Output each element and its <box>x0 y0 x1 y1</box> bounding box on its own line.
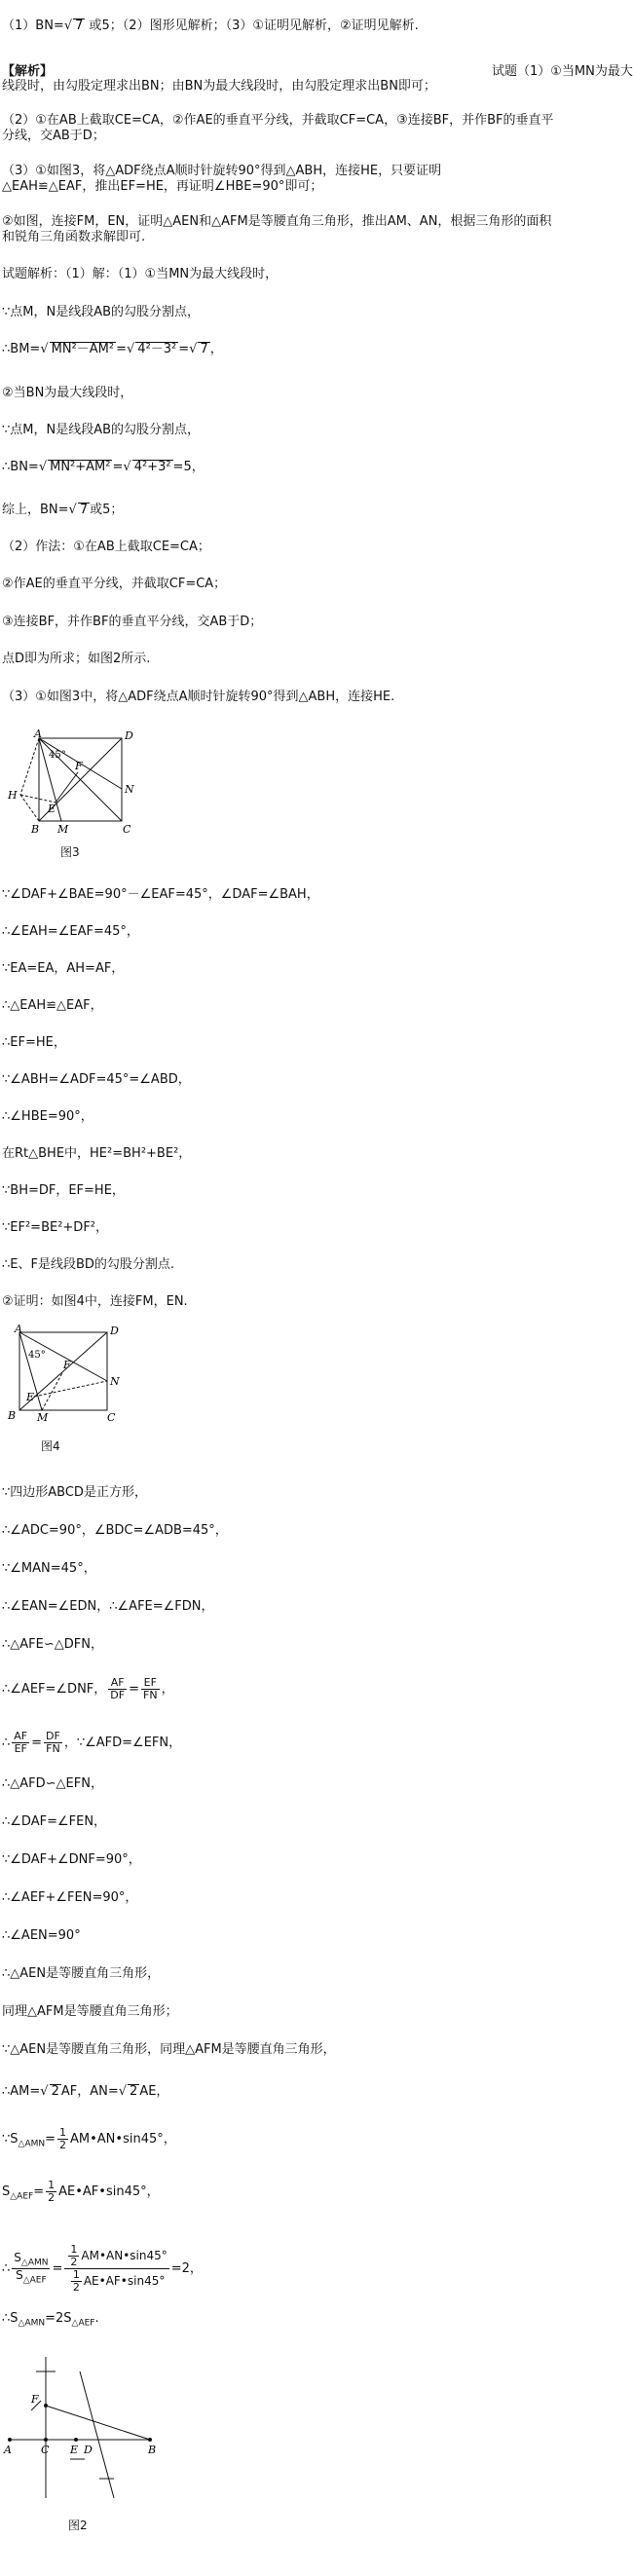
label-e: E <box>70 2444 79 2456</box>
solution-line-3: ∴BM=√ MN²－AM² =√ 4²－3² =√ 7 ， <box>2 342 223 356</box>
label-d: D <box>110 1325 119 1337</box>
analysis-line-1: 线段时，由勾股定理求出BN；由BN为最大线段时，由勾股定理求出BN即可； <box>2 79 436 93</box>
proof1-line-8: 在Rt△BHE中，HE²=BH²+BE²， <box>2 1146 192 1161</box>
figure-2 <box>2 2352 168 2508</box>
solution-line-7: 综上，BN=√ 7 或5； <box>2 503 124 517</box>
label-d: D <box>125 729 133 742</box>
sqrt-expr: 7 <box>79 503 89 517</box>
label-e: E <box>26 1391 35 1403</box>
proof1-line-4: ∴△EAH≌△EAF， <box>2 998 103 1013</box>
point-b <box>148 2438 152 2442</box>
proof1-line-12: ②证明：如图4中，连接FM，EN. <box>2 1294 188 1309</box>
sqrt-expr: MN²－AM² <box>51 342 115 356</box>
segment-en <box>34 1381 107 1397</box>
proof2-line-8: ∴△AFD∽△EFN， <box>2 1776 103 1791</box>
proof2-line-2: ∴∠ADC=90°，∠BDC=∠ADB=45°， <box>2 1523 228 1538</box>
solution-line-12: （3）①如图3中，将△ADF绕点A顺时针旋转90°得到△ABH，连接HE. <box>2 690 395 704</box>
solution-line-5: ∵点M，N是线段AB的勾股分割点， <box>2 423 201 437</box>
label-f: F <box>31 2393 39 2406</box>
label-a: A <box>4 2444 12 2456</box>
analysis-right-note: 试题（1）①当MN为最大 <box>492 64 633 79</box>
proof2-line-12: ∴∠AEN=90° <box>2 1928 81 1943</box>
fraction: $\frac{AF}{DF}$ <box>110 1676 126 1701</box>
figure-4 <box>5 1325 122 1422</box>
fraction: $\frac{1}{2}$ <box>59 2126 67 2151</box>
segment-fb <box>46 2406 150 2440</box>
solution-line-9: ②作AE的垂直平分线，并截取CF=CA； <box>2 577 227 591</box>
label-angle: 45° <box>49 750 66 761</box>
proof2-line-14: 同理△AFM是等腰直角三角形； <box>2 2004 178 2019</box>
point-c <box>44 2438 48 2442</box>
label-c: C <box>123 823 131 836</box>
proof2-line-7: ∴ $\frac{AF}{EF}$ = $\frac{DF}{FN}$ ，∵∠AFD=∠EFN， <box>2 1730 182 1755</box>
label-a: A <box>15 1323 22 1335</box>
label-c: C <box>107 1411 116 1424</box>
proof2-line-1: ∵四边形ABCD是正方形， <box>2 1485 147 1500</box>
solution-line-11: 点D即为所求；如图2所示. <box>2 652 151 666</box>
solution-line-2: ∵点M，N是线段AB的勾股分割点， <box>2 305 201 319</box>
proof1-line-9: ∵BH=DF，EF=HE， <box>2 1183 125 1198</box>
fraction: $\frac{AF}{EF}$ <box>14 1730 28 1755</box>
fraction: $\frac{EF}{FN}$ <box>143 1676 158 1701</box>
solution-line-8: （2）作法：①在AB上截取CE=CA； <box>2 540 210 554</box>
label-f: F <box>63 1359 71 1371</box>
proof1-line-2: ∴∠EAH=∠EAF=45°， <box>2 924 139 939</box>
solution-line-1: 试题解析：（1）解：（1）①当MN为最大线段时， <box>2 267 279 281</box>
segment-ef <box>56 772 78 803</box>
proof2-line-11: ∴∠AEF+∠FEN=90°， <box>2 1890 138 1905</box>
answer-line: （1）BN=√ 7 或5；（2）图形见解析；（3）①证明见解析，②证明见解析. <box>2 19 419 33</box>
fraction: $\frac{1}{2}$ <box>48 2179 56 2204</box>
proof1-line-6: ∵∠ABH=∠ADF=45°=∠ABD， <box>2 1072 191 1087</box>
proof2-line-18: $S_{\triangle AEF}=$ $\frac{1}{2}$ AE•AF•sin45°， <box>2 2179 160 2204</box>
label-a: A <box>34 728 42 740</box>
label-c: C <box>41 2444 50 2456</box>
sqrt-expr: 4²+3² <box>133 460 171 474</box>
proof2-line-9: ∴∠DAF=∠FEN， <box>2 1814 107 1829</box>
figure-3-caption: 图3 <box>60 845 80 859</box>
segment-ah <box>20 738 39 795</box>
proof2-line-10: ∵∠DAF+∠DNF=90°， <box>2 1852 141 1867</box>
analysis-line-7: 和锐角三角函数求解即可. <box>2 230 146 244</box>
analysis-line-4: （3）①如图3，将△ADF绕点A顺时针旋转90°得到△ABH，连接HE，只要证明 <box>2 164 442 178</box>
proof2-line-3: ∵∠MAN=45°， <box>2 1561 96 1576</box>
label-f: F <box>75 760 83 772</box>
figure-4-caption: 图4 <box>41 1439 60 1453</box>
proof2-line-19: ∴ $\frac{S_{\triangle AMN}}{S_{\triangle AEF}}$ = $\frac{1}{2}$ AM•AN•sin45° $\frac{1}{2}$ AE•AF•sin45° =2， <box>2 2243 203 2294</box>
proof1-line-7: ∴∠HBE=90°， <box>2 1109 93 1124</box>
analysis-line-6: ②如图，连接FM，EN，证明△AEN和△AFM是等腰直角三角形，推出AM、AN，根据三角形的面积 <box>2 214 552 229</box>
label-n: N <box>125 783 134 796</box>
solution-line-4: ②当BN为最大线段时， <box>2 386 133 400</box>
label-m: M <box>37 1411 49 1424</box>
proof2-line-20: $\therefore S_{\triangle AMN}=2S_{\triangle AEF}$. <box>2 2311 99 2329</box>
construction-arcs <box>31 2371 114 2479</box>
proof2-line-15: ∵△AEN是等腰直角三角形，同理△AFM是等腰直角三角形， <box>2 2042 336 2057</box>
segment-he <box>20 795 56 803</box>
label-e: E <box>48 803 56 815</box>
analysis-line-5: △EAH≌△EAF，推出EF=HE，再证明∠HBE=90°即可； <box>2 179 323 194</box>
proof1-line-5: ∴EF=HE， <box>2 1035 66 1050</box>
sqrt-expr: MN²+AM² <box>50 460 111 474</box>
answer-root: 7 <box>75 19 84 33</box>
solution-line-6: ∴BN=√ MN²+AM² =√ 4²+3² =5， <box>2 460 205 474</box>
proof2-line-5: ∴△AFE∽△DFN， <box>2 1637 103 1652</box>
sqrt-expr: 7 <box>200 342 208 356</box>
answer-part1: （1）BN= <box>2 19 64 33</box>
label-b: B <box>31 823 40 836</box>
proof1-line-1: ∵∠DAF+∠BAE=90°－∠EAF=45°，∠DAF=∠BAH， <box>2 887 319 902</box>
proof2-line-13: ∴△AEN是等腰直角三角形， <box>2 1966 161 1981</box>
analysis-line-2: （2）①在AB上截取CE=CA，②作AE的垂直平分线，并截取CF=CA，③连接BF，并作BF的垂直平 <box>2 113 554 128</box>
point-a <box>8 2438 12 2442</box>
label-d: D <box>84 2444 93 2456</box>
proof1-line-3: ∵EA=EA，AH=AF， <box>2 961 125 976</box>
proof2-line-17: $\because S_{\triangle AMN}=$ $\frac{1}{2}$ AM•AN•sin45°， <box>2 2126 176 2151</box>
analysis-title: 【解析】 <box>2 64 54 79</box>
label-b: B <box>8 1409 17 1422</box>
proof1-line-10: ∵EF²=BE²+DF²， <box>2 1220 109 1235</box>
fraction: $\frac{S_{\triangle AMN}}{S_{\triangle AEF}}$ <box>14 2250 49 2286</box>
label-h: H <box>8 789 18 802</box>
fraction: $\frac{DF}{FN}$ <box>46 1730 60 1755</box>
proof2-line-16: ∴AM=√ 2 AF，AN=√ 2 AE， <box>2 2084 169 2099</box>
figure-3 <box>5 728 141 836</box>
label-n: N <box>110 1375 120 1388</box>
point-e <box>74 2438 78 2442</box>
answer-rest: 或5；（2）图形见解析；（3）①证明见解析，②证明见解析. <box>85 19 419 33</box>
label-b: B <box>148 2444 157 2456</box>
point-f <box>44 2404 48 2408</box>
label-m: M <box>57 823 69 836</box>
analysis-line-3: 分线，交AB于D； <box>2 129 105 143</box>
label-angle: 45° <box>28 1350 46 1361</box>
solution-line-10: ③连接BF，并作BF的垂直平分线，交AB于D； <box>2 615 263 629</box>
sqrt-expr: 4²－3² <box>137 342 177 356</box>
proof1-line-11: ∴E、F是线段BD的勾股分割点. <box>2 1257 175 1272</box>
fraction: $\frac{1}{2}$ AM•AN•sin45° $\frac{1}{2}$ AE•AF•sin45° <box>64 2244 168 2294</box>
figure-2-caption: 图2 <box>68 2519 88 2532</box>
proof2-line-6: ∴∠AEF=∠DNF， $\frac{AF}{DF}$ = $\frac{EF}{FN}$ ， <box>2 1676 174 1701</box>
proof2-line-4: ∴∠EAN=∠EDN，∴∠AFE=∠FDN， <box>2 1599 214 1614</box>
